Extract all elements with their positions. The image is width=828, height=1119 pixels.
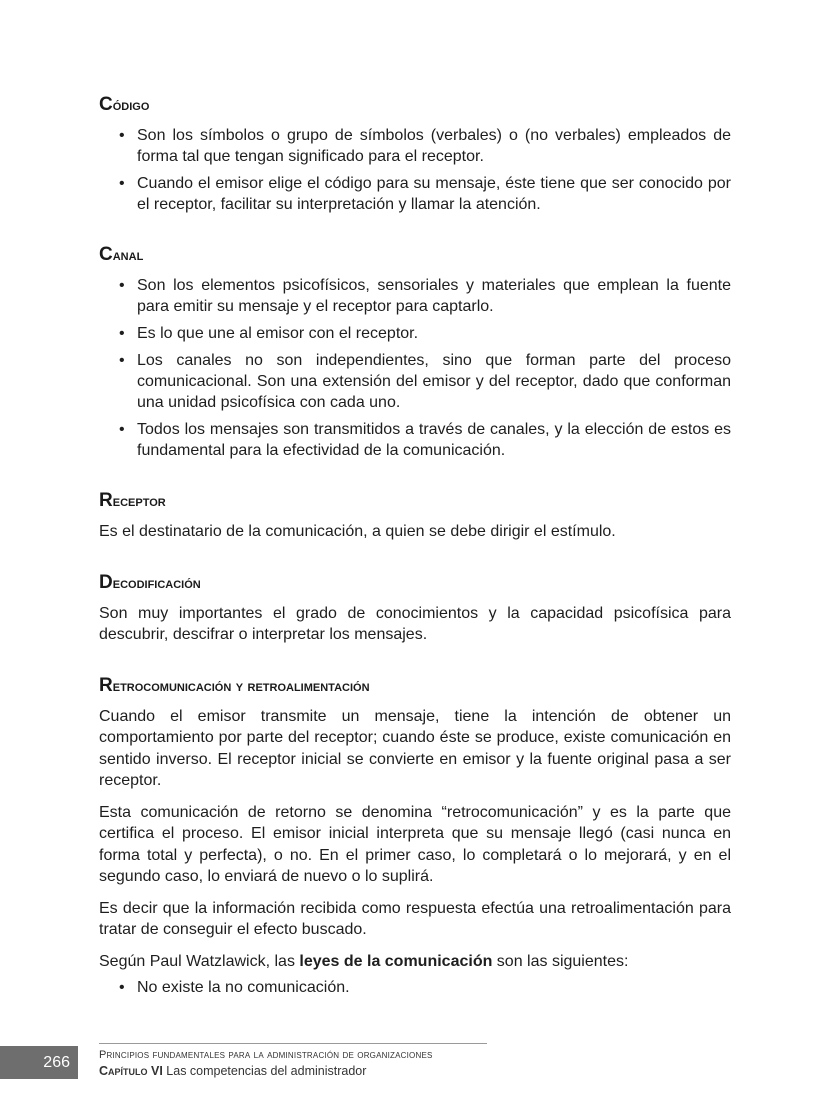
list-item: • Es lo que une al emisor con el receptor. (119, 323, 731, 344)
section-codigo (99, 95, 731, 215)
bullet-list (99, 125, 731, 215)
footer-book-title: Principios fundamentales para la administración de organizaciones (99, 1049, 433, 1061)
paragraph: Es decir que la información recibida como respuesta efectúa una retroalimentación para tratar de conseguir el efecto buscado. (99, 899, 731, 938)
list-item: • Cuando el emisor elige el código para su mensaje, éste tiene que ser conocido por el receptor, facilitar su interpretación y llamar la atención. (119, 173, 731, 215)
footer-chapter: Capítulo VI Las competencias del administrador (99, 1064, 367, 1078)
bullet-list (99, 275, 731, 461)
paragraph: Esta comunicación de retorno se denomina “retrocomunicación” y es la parte que certifica el proceso. El emisor inicial interpreta que su mensaje llegó (casi nunca en forma total y perfecta), o no. En el primer caso, lo completará o lo mejorará, y en el segundo caso, lo enviará de nuevo o lo suplirá. (99, 803, 731, 885)
paragraph: Es el destinatario de la comunicación, a quien se debe dirigir el estímulo. (99, 523, 616, 540)
laws-bold-term: leyes de la comunicación (299, 952, 493, 970)
laws-intro: Según Paul Watzlawick, las leyes de la comunicación son las siguientes: (99, 952, 629, 970)
section-heading: Código (99, 94, 150, 115)
page-number: 266 (0, 1046, 78, 1079)
list-item: • Todos los mensajes son transmitidos a través de canales, y la elección de estos es fundamental para la efectividad de la comunicación. (119, 419, 731, 461)
section-retrocomunicacion (99, 676, 731, 999)
list-item: • Los canales no son independientes, sino que forman parte del proceso comunicacional. Son una extensión del emisor y del receptor, dado que conforman una unidad psicofísica con cada uno. (119, 350, 731, 413)
section-decodificacion (99, 573, 731, 646)
section-receptor (99, 491, 731, 543)
paragraph: Cuando el emisor transmite un mensaje, tiene la intención de obtener un comportamiento por parte del receptor; cuando éste se produce, existe comunicación en sentido inverso. El receptor inicial se convierte en emisor y la fuente original pasa a ser receptor. (99, 707, 731, 789)
list-item: • Son los símbolos o grupo de símbolos (verbales) o (no verbales) empleados de forma tal que tengan significado para el receptor. (119, 125, 731, 167)
list-item: • No existe la no comunicación. (119, 977, 731, 998)
list-item: • Son los elementos psicofísicos, sensoriales y materiales que emplean la fuente para emitir su mensaje y el receptor para captarlo. (119, 275, 731, 317)
section-heading: Canal (99, 244, 144, 265)
page-content (99, 95, 731, 1028)
footer-divider (99, 1043, 487, 1044)
bullet-list (99, 977, 731, 998)
section-heading: Retrocomunicación y retroalimentación (99, 674, 370, 696)
section-canal (99, 245, 731, 461)
section-heading: Decodificación (99, 571, 201, 593)
section-heading: Receptor (99, 490, 166, 511)
paragraph: Son muy importantes el grado de conocimientos y la capacidad psicofísica para descubrir, descifrar o interpretar los mensajes. (99, 604, 731, 643)
